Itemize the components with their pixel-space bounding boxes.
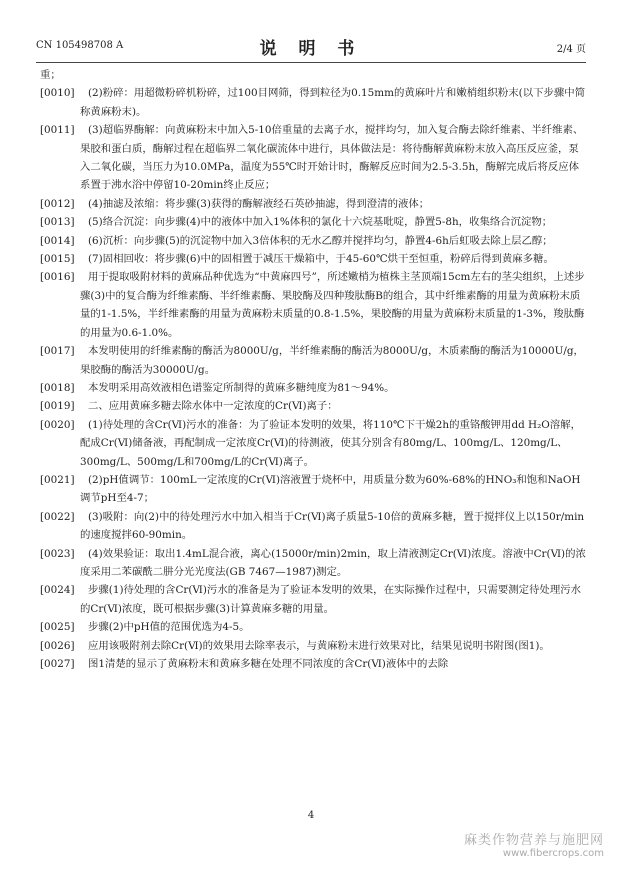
paragraph-number: [0019] [40, 400, 75, 413]
watermark-url: www.fibercrops.com [502, 848, 604, 859]
paragraph [40, 250, 588, 268]
paragraph [40, 508, 588, 545]
paragraph-number: [0011] [40, 124, 75, 137]
paragraph [40, 195, 588, 213]
paragraph [40, 471, 588, 508]
paragraph-text: 步骤(1)待处理的含Cr(Ⅵ)污水的准备是为了验证本发明的效果，在实际操作过程中，只需要测定待处理污水的Cr(Ⅵ)浓度，既可根据步骤(3)计算黄麻多糖的用量。 [80, 584, 581, 615]
paragraph-text: 本发明采用高效液相色谱鉴定所制得的黄麻多糖纯度为81～94%。 [88, 381, 395, 394]
header-rule [36, 62, 586, 63]
paragraph-text: 本发明使用的纤维素酶的酶活为8000U/g，半纤维素酶的酶活为8000U/g，木质素酶的酶活为10000U/g，果胶酶的酶活为30000U/g。 [80, 345, 584, 376]
paragraph-text: (2)粉碎：用超微粉碎机粉碎，过100目网筛，得到粒径为0.15mm的黄麻叶片和嫩梢组织粉末(以下步骤中简称黄麻粉末)。 [80, 87, 586, 118]
paragraph-number: [0023] [40, 547, 75, 560]
page-number: 4 [307, 810, 315, 821]
paragraph-text: (4)抽滤及浓缩：将步骤(3)获得的酶解液经石英砂抽滤，得到澄清的液体； [88, 197, 430, 210]
paragraph [40, 342, 588, 379]
paragraph [40, 637, 588, 655]
paragraph-text: (7)固相回收：将步骤(6)中的固相置于减压干燥箱中，于45-60℃烘干至恒重，粉碎后得到黄麻多糖。 [88, 253, 554, 266]
page-header [36, 34, 586, 58]
paragraph-number: [0027] [40, 658, 75, 670]
paragraph-number: [0017] [40, 345, 75, 358]
paragraph-text: (2)pH值调节：100mL一定浓度的Cr(Ⅵ)溶液置于烧杯中，用质量分数为60%-68%的HNO₃和饱和NaOH调节pH至4-7； [80, 473, 581, 505]
paragraph-number: [0015] [40, 253, 75, 266]
document-title: 说 明 书 [259, 39, 363, 59]
paragraph [40, 232, 588, 250]
paragraph-number: [0018] [40, 381, 75, 394]
paragraph-number: [0014] [40, 234, 75, 247]
paragraph [40, 581, 588, 618]
paragraph-number: [0021] [40, 473, 75, 486]
paragraph-number: [0022] [40, 510, 75, 523]
paragraph-number: [0012] [40, 197, 75, 210]
watermark-title: 麻类作物营养与施肥网 [463, 833, 604, 848]
page-indicator: 2/4 页 [556, 44, 586, 55]
paragraph-number: [0024] [40, 584, 75, 597]
paragraph [40, 397, 588, 415]
paragraph [40, 268, 588, 342]
paragraph-number: [0020] [40, 418, 75, 431]
paragraph-number: [0013] [40, 216, 75, 229]
paragraph-text: 应用该吸附剂去除Cr(Ⅵ)的效果用去除率表示，与黄麻粉末进行效果对比，结果见说明书附图(图1)。 [88, 639, 550, 652]
paragraph-text: (1)待处理的含Cr(Ⅵ)污水的准备：为了验证本发明的效果，将110℃下干燥2h的重铬酸钾用dd H₂O溶解，配成Cr(Ⅵ)储备液，再配制成一定浓度Cr(Ⅵ)的待测液，使其分别含有80mg/L、100mg/L、120mg/L、300mg/L、500mg/L和700mg/L的Cr(Ⅵ)离子。 [80, 418, 581, 468]
paragraph [40, 545, 588, 582]
paragraph [40, 379, 588, 397]
paragraph-number: [0010] [40, 87, 75, 100]
paragraph-text: 二、应用黄麻多糖去除水体中一定浓度的Cr(Ⅵ)离子： [88, 400, 338, 413]
paragraph-text: 步骤(2)中pH值的范围优选为4-5。 [88, 621, 250, 634]
watermark [464, 829, 604, 859]
paragraph-text: 用于提取吸附材料的黄麻品种优选为“中黄麻四号”，所述嫩梢为植株主茎顶端15cm左右的茎尖组织，上述步骤(3)中的复合酶为纤维素酶、半纤维素酶、果胶酶及四种羧肽酶B的组合，其中纤维素酶的用量为黄麻粉末质量的1-1.5%，半纤维素酶的用量为黄麻粉末质量的0.8-1.5%，果胶酶的用量为黄麻粉末质量的1-3%，羧肽酶的用量为0.6-1.0%。 [80, 271, 585, 339]
paragraph-text: (6)沉析：向步骤(5)的沉淀物中加入3倍体积的无水乙醇并搅拌均匀，静置4-6h后虹吸去除上层乙醇； [88, 234, 553, 247]
paragraph [40, 416, 588, 471]
paragraph-text: (3)超临界酶解：向黄麻粉末中加入5-10倍重量的去离子水，搅拌均匀，加入复合酶去除纤维素、半纤维素、果胶和蛋白质，酶解过程在超临界二氧化碳流体中进行，具体做法是：将待酶解黄麻粉末放入高压反应釜，泵入二氧化碳，当压力为10.0MPa，温度为55℃时开始计时，酶解反应时间为2.5-3.5h，酶解完成后将反应体系置于沸水浴中停留10-20min终止反应； [80, 124, 584, 192]
paragraph [40, 618, 588, 636]
paragraph-text: (5)络合沉淀：向步骤(4)中的液体中加入1%体积的氯化十六烷基吡啶，静置5-8h，收集络合沉淀物； [88, 216, 553, 229]
paragraph [40, 121, 588, 195]
paragraph-text: (3)吸附：向(2)中的待处理污水中加入相当于Cr(Ⅵ)离子质量5-10倍的黄麻多糖，置于搅拌仪上以150r/min的速度搅拌60-90min。 [80, 510, 585, 542]
paragraph-number: [0016] [40, 271, 75, 284]
paragraph-list [40, 84, 588, 673]
paragraph [40, 84, 588, 121]
paragraph-text: 图1清楚的显示了黄麻粉末和黄麻多糖在处理不同浓度的含Cr(Ⅵ)液体中的去除 [88, 658, 449, 670]
patent-number: CN 105498708 A [36, 40, 124, 51]
paragraph-number: [0025] [40, 621, 75, 634]
paragraph-number: [0026] [40, 639, 75, 652]
document-body [40, 66, 588, 673]
paragraph [40, 213, 588, 231]
paragraph [40, 655, 588, 673]
paragraph-text: (4)效果验证：取出1.4mL混合液，离心(15000r/min)2min，取上清液测定Cr(Ⅵ)浓度。溶液中Cr(Ⅵ)的浓度采用二苯碳酰二肼分光光度法(GB 7467—1987)测定。 [80, 547, 586, 578]
continued-text: 重； [40, 69, 61, 81]
